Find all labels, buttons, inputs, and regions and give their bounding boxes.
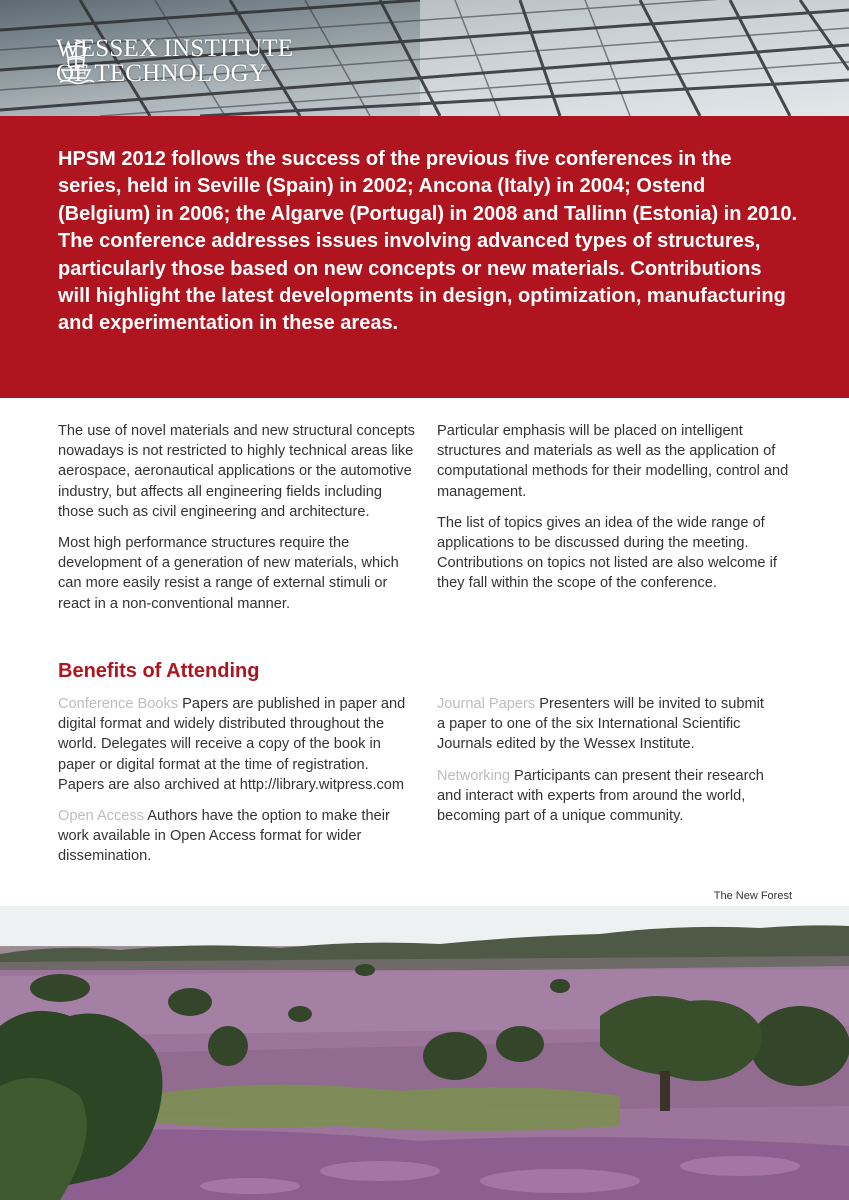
benefit-text: Authors have the option to make their work available in Open Access format for wider dissemination. [58,808,390,865]
body-column-right [437,421,797,605]
wessex-logo[interactable] [56,36,293,86]
benefits-column-left [58,694,418,878]
heathland-image [0,906,849,1200]
benefit-text: Participants can present their research and interact with experts from around the world, becoming part of a unique community. [437,767,764,825]
benefits-heading: Benefits of Attending [58,660,260,682]
benefit-item [437,694,767,755]
landscape-photo [0,906,849,1200]
body-paragraph: The list of topics gives an idea of the wide range of applications to be discussed during the meeting. Contributions on topics not listed are also welcome if they fall within the scope of the conference. [437,514,777,592]
header-photo [0,0,849,116]
logo-line-1: WESSEX INSTITUTE [56,35,294,62]
benefit-item [58,694,418,795]
body-paragraph: Particular emphasis will be placed on intelligent structures and materials as well as the application of computational methods for their modelling, control and management. [437,423,789,500]
intro-paragraph: HPSM 2012 follows the success of the previous five conferences in the series, held in Seville (Spain) in 2002; Ancona (Italy) in 2004; Ostend (Belgium) in 2006; the Algarve (Portugal) in 2008 and Tallinn (Estonia) in 2010. The conference addresses issues involving advanced types of structures, particularly those based on new concepts or new materials. Contributions will highlight the latest developments in design, optimization, manufacturing and experimentation in these areas. [58,148,798,335]
benefit-title: Networking [437,767,510,784]
benefit-item [437,766,767,827]
logo-line-2: OF TECHNOLOGY [56,60,268,87]
benefit-title: Conference Books [58,696,179,712]
benefit-text: Papers are published in paper and digital format and widely distributed throughout the world. Delegates will receive a copy of the book in paper or digital format at the time of registration. Papers are also archived at http://library.witpress.com [58,696,406,793]
benefits-column-right [437,694,797,837]
photo-caption: The New Forest [713,890,792,902]
benefit-title: Open Access [58,808,144,825]
body-paragraph: Most high performance structures require the development of a generation of new materials, which can more easily resist a range of external stimuli or react in a non-conventional manner. [58,535,399,612]
body-column-left [58,421,418,625]
body-paragraph: The use of novel materials and new structural concepts nowadays is not restricted to highly technical areas like aerospace, aeronautical applications or the automotive industry, but affects all engineering fields including those such as civil engineering and architecture. [58,423,415,520]
benefit-title: Journal Papers [437,696,536,712]
benefit-item [58,806,418,867]
ship-crest-icon [56,36,96,88]
benefit-text: Presenters will be invited to submit a paper to one of the six International Scientific Journals edited by the Wessex Institute. [437,696,764,753]
